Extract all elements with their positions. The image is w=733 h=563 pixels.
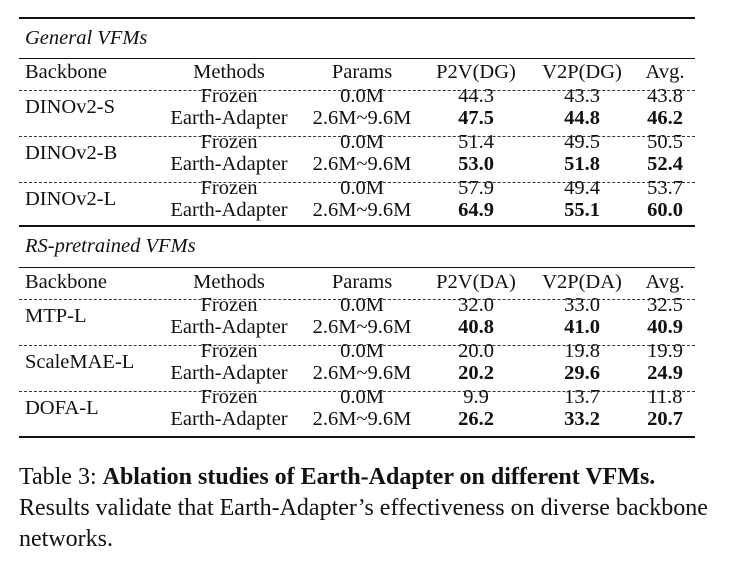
avg-cell: 24.9 bbox=[647, 362, 683, 384]
value-cell: 57.9 bbox=[458, 177, 494, 199]
section-rule bbox=[19, 267, 695, 268]
value-cell: 55.1 bbox=[564, 199, 600, 221]
header-methods: Methods bbox=[193, 61, 265, 83]
avg-cell: 53.7 bbox=[647, 177, 683, 199]
backbone-cell: DOFA-L bbox=[25, 397, 99, 419]
value-cell: 53.0 bbox=[458, 153, 494, 175]
method-cell: Frozen bbox=[200, 294, 258, 316]
params-cell: 2.6M~9.6M bbox=[312, 362, 412, 384]
value-cell: 40.8 bbox=[458, 316, 494, 338]
params-cell: 2.6M~9.6M bbox=[312, 107, 412, 129]
value-cell: 43.3 bbox=[564, 85, 600, 107]
params-cell: 0.0M bbox=[340, 85, 384, 107]
params-cell: 0.0M bbox=[340, 340, 384, 362]
avg-cell: 52.4 bbox=[647, 153, 683, 175]
avg-cell: 32.5 bbox=[647, 294, 683, 316]
method-cell: Earth-Adapter bbox=[170, 362, 288, 384]
value-cell: 33.0 bbox=[564, 294, 600, 316]
params-cell: 0.0M bbox=[340, 177, 384, 199]
avg-cell: 50.5 bbox=[647, 131, 683, 153]
bottom-rule bbox=[19, 436, 695, 438]
value-cell: 64.9 bbox=[458, 199, 494, 221]
backbone-cell: ScaleMAE-L bbox=[25, 351, 135, 373]
header-params: Params bbox=[331, 61, 393, 83]
method-cell: Earth-Adapter bbox=[170, 199, 288, 221]
params-cell: 2.6M~9.6M bbox=[312, 316, 412, 338]
avg-cell: 40.9 bbox=[647, 316, 683, 338]
avg-cell: 60.0 bbox=[647, 199, 683, 221]
section-title: RS-pretrained VFMs bbox=[25, 235, 196, 257]
header-backbone: Backbone bbox=[25, 61, 107, 83]
value-cell: 26.2 bbox=[458, 408, 494, 430]
value-cell: 41.0 bbox=[564, 316, 600, 338]
params-cell: 0.0M bbox=[340, 386, 384, 408]
header-params: Params bbox=[331, 271, 393, 293]
value-cell: 33.2 bbox=[564, 408, 600, 430]
avg-cell: 43.8 bbox=[647, 85, 683, 107]
header-v2p: V2P(DG) bbox=[542, 61, 622, 83]
value-cell: 51.8 bbox=[564, 153, 600, 175]
backbone-cell: DINOv2-S bbox=[25, 96, 115, 118]
caption-text: Results validate that Earth-Adapter’s effectiveness on diverse backbone networks. bbox=[19, 495, 708, 552]
section-rule bbox=[19, 58, 695, 59]
method-cell: Frozen bbox=[200, 131, 258, 153]
method-cell: Earth-Adapter bbox=[170, 153, 288, 175]
value-cell: 51.4 bbox=[458, 131, 494, 153]
params-cell: 0.0M bbox=[340, 294, 384, 316]
caption-bold-text: Ablation studies of Earth-Adapter on different VFMs. bbox=[102, 464, 656, 490]
value-cell: 44.8 bbox=[564, 107, 600, 129]
header-avg: Avg. bbox=[645, 61, 685, 83]
header-backbone: Backbone bbox=[25, 271, 107, 293]
method-cell: Earth-Adapter bbox=[170, 408, 288, 430]
params-cell: 2.6M~9.6M bbox=[312, 199, 412, 221]
value-cell: 9.9 bbox=[463, 386, 489, 408]
method-cell: Frozen bbox=[200, 340, 258, 362]
top-rule bbox=[19, 17, 695, 19]
value-cell: 49.5 bbox=[564, 131, 600, 153]
value-cell: 19.8 bbox=[564, 340, 600, 362]
value-cell: 49.4 bbox=[564, 177, 600, 199]
avg-cell: 11.8 bbox=[647, 386, 683, 408]
header-methods: Methods bbox=[193, 271, 265, 293]
backbone-cell: DINOv2-B bbox=[25, 142, 118, 164]
value-cell: 32.0 bbox=[458, 294, 494, 316]
method-cell: Earth-Adapter bbox=[170, 107, 288, 129]
header-avg: Avg. bbox=[645, 271, 685, 293]
value-cell: 29.6 bbox=[564, 362, 600, 384]
value-cell: 47.5 bbox=[458, 107, 494, 129]
backbone-cell: MTP-L bbox=[25, 305, 87, 327]
value-cell: 20.0 bbox=[458, 340, 494, 362]
backbone-cell: DINOv2-L bbox=[25, 188, 117, 210]
value-cell: 44.3 bbox=[458, 85, 494, 107]
header-p2v: P2V(DG) bbox=[436, 61, 516, 83]
value-cell: 20.2 bbox=[458, 362, 494, 384]
caption-label: Table 3: bbox=[19, 464, 97, 490]
section-rule bbox=[19, 225, 695, 227]
method-cell: Frozen bbox=[200, 386, 258, 408]
avg-cell: 20.7 bbox=[647, 408, 683, 430]
value-cell: 13.7 bbox=[564, 386, 600, 408]
params-cell: 2.6M~9.6M bbox=[312, 408, 412, 430]
section-title: General VFMs bbox=[25, 27, 148, 49]
params-cell: 2.6M~9.6M bbox=[312, 153, 412, 175]
avg-cell: 19.9 bbox=[647, 340, 683, 362]
header-v2p: V2P(DA) bbox=[542, 271, 622, 293]
table-caption bbox=[19, 462, 709, 555]
avg-cell: 46.2 bbox=[647, 107, 683, 129]
params-cell: 0.0M bbox=[340, 131, 384, 153]
header-p2v: P2V(DA) bbox=[436, 271, 516, 293]
method-cell: Frozen bbox=[200, 177, 258, 199]
method-cell: Earth-Adapter bbox=[170, 316, 288, 338]
method-cell: Frozen bbox=[200, 85, 258, 107]
